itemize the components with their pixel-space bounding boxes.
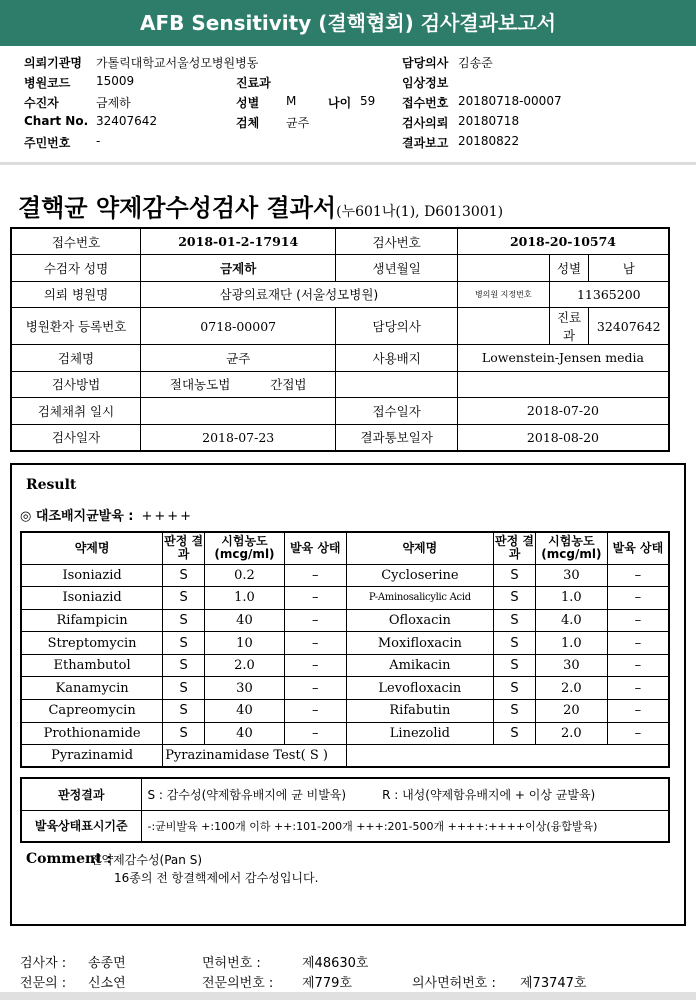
drug-name-cell: Rifampicin bbox=[21, 609, 163, 632]
conc-cell: 2.0 bbox=[205, 654, 285, 677]
legend-table bbox=[20, 777, 670, 843]
growth-cell: – bbox=[284, 654, 346, 677]
info-collect bbox=[141, 398, 336, 425]
comment-label: Comment : bbox=[26, 851, 112, 867]
judge-cell: S bbox=[163, 564, 205, 587]
info-label: 접수번호 bbox=[11, 228, 141, 255]
info-label: 결과통보일자 bbox=[336, 424, 458, 451]
table-row bbox=[21, 609, 669, 632]
conc-cell: 30 bbox=[535, 654, 607, 677]
info-method-2: 간접법 bbox=[270, 377, 307, 393]
info-received: 2018-07-20 bbox=[457, 398, 669, 425]
conc-cell: 40 bbox=[205, 700, 285, 723]
growth-cell: – bbox=[607, 632, 669, 655]
growth-cell: – bbox=[284, 700, 346, 723]
growth-cell: – bbox=[284, 587, 346, 610]
legend-judge-r: R : 내성(약제함유배지에 + 이상 균발육) bbox=[382, 787, 596, 802]
info-method-1: 절대농도법 bbox=[169, 377, 231, 393]
judge-cell: S bbox=[494, 722, 536, 745]
info-hospital: 삼광의료재단 (서울성모병원) bbox=[141, 281, 458, 308]
info-medium: Lowenstein-Jensen media bbox=[457, 345, 669, 372]
document-title-text: 결핵균 약제감수성검사 결과서 bbox=[18, 193, 337, 222]
doctor-value: 김송준 bbox=[458, 56, 493, 70]
conc-cell: 40 bbox=[205, 609, 285, 632]
growth-cell: – bbox=[607, 677, 669, 700]
judge-cell: S bbox=[163, 654, 205, 677]
growth-cell: – bbox=[607, 564, 669, 587]
hospital-label: 의뢰기관명 bbox=[24, 56, 82, 70]
receipt-label: 접수번호 bbox=[402, 96, 449, 110]
info-empty bbox=[457, 371, 669, 398]
info-doctor bbox=[457, 308, 549, 345]
patient-value: 금제하 bbox=[96, 96, 131, 110]
table-row bbox=[21, 700, 669, 723]
footer-bar bbox=[0, 992, 696, 1000]
info-label: 성별 bbox=[549, 255, 589, 282]
judge-cell: S bbox=[163, 700, 205, 723]
drug-name-cell: Ofloxacin bbox=[346, 609, 494, 632]
judge-cell: S bbox=[163, 587, 205, 610]
judge-cell: S bbox=[494, 677, 536, 700]
chart-value: 32407642 bbox=[96, 114, 158, 128]
col-judge: 판정 결과 bbox=[494, 532, 536, 564]
conc-cell: 0.2 bbox=[205, 564, 285, 587]
age-label: 나이 bbox=[328, 96, 352, 110]
pza-result-cell: Pyrazinamidase Test( S ) bbox=[163, 745, 346, 768]
document-code: (누601나(1), D6013001) bbox=[336, 204, 504, 220]
growth-cell: – bbox=[607, 700, 669, 723]
info-method bbox=[141, 371, 336, 398]
info-empty bbox=[336, 371, 458, 398]
growth-cell: – bbox=[607, 587, 669, 610]
conc-cell: 30 bbox=[205, 677, 285, 700]
growth-cell: – bbox=[284, 564, 346, 587]
drug-name-cell: Rifabutin bbox=[346, 700, 494, 723]
growth-cell: – bbox=[607, 722, 669, 745]
drug-name-cell: Cycloserine bbox=[346, 564, 494, 587]
info-receipt-no: 2018-01-2-17914 bbox=[141, 228, 336, 255]
header-divider bbox=[0, 162, 696, 165]
resident-label: 주민번호 bbox=[24, 136, 71, 150]
table-row bbox=[21, 745, 669, 768]
judge-cell: S bbox=[163, 609, 205, 632]
info-label: 병의원 지정번호 bbox=[457, 281, 549, 308]
col-growth: 발육 상태 bbox=[607, 532, 669, 564]
specimen-value: 균주 bbox=[286, 116, 310, 130]
control-label: ◎ 대조배지균발육 : bbox=[20, 509, 134, 524]
legend-growth-label: 발육상태표시기준 bbox=[21, 810, 141, 842]
comment-line-1: 전약제감수성(Pan S) bbox=[90, 853, 203, 867]
info-label: 검사방법 bbox=[11, 371, 141, 398]
info-label: 접수일자 bbox=[336, 398, 458, 425]
conc-cell: 1.0 bbox=[205, 587, 285, 610]
conc-cell: 2.0 bbox=[535, 677, 607, 700]
info-label: 검사일자 bbox=[11, 424, 141, 451]
growth-cell: – bbox=[607, 609, 669, 632]
legend-growth: -:균비발육 +:100개 이하 ++:101-200개 +++:201-500개 ++++:++++이상(융합발육) bbox=[141, 810, 669, 842]
sex-label: 성별 bbox=[236, 96, 260, 110]
judge-cell: S bbox=[494, 564, 536, 587]
chart-label: Chart No. bbox=[24, 114, 89, 128]
legend-judge-label: 판정결과 bbox=[21, 778, 141, 810]
table-row bbox=[21, 564, 669, 587]
code-label: 병원코드 bbox=[24, 76, 71, 90]
judge-cell: S bbox=[494, 654, 536, 677]
tester-value: 송종면 bbox=[88, 956, 126, 971]
dept-label: 진료과 bbox=[236, 76, 271, 90]
info-test-no: 2018-20-10574 bbox=[457, 228, 669, 255]
info-label: 검사번호 bbox=[336, 228, 458, 255]
info-label: 수검자 성명 bbox=[11, 255, 141, 282]
age-value: 59 bbox=[360, 94, 376, 108]
request-label: 검사의뢰 bbox=[402, 116, 449, 130]
col-conc: 시험농도 (mcg/ml) bbox=[205, 532, 285, 564]
table-row bbox=[21, 654, 669, 677]
table-row bbox=[21, 677, 669, 700]
conc-cell: 2.0 bbox=[535, 722, 607, 745]
info-dept: 32407642 bbox=[589, 308, 669, 345]
table-row bbox=[21, 722, 669, 745]
judge-cell: S bbox=[494, 587, 536, 610]
report-label: 결과보고 bbox=[402, 136, 449, 150]
specimen-label: 검체 bbox=[236, 116, 260, 130]
empty-cell bbox=[346, 745, 669, 768]
info-sex: 남 bbox=[589, 255, 669, 282]
code-value: 15009 bbox=[96, 74, 135, 88]
judge-cell: S bbox=[163, 632, 205, 655]
judge-cell: S bbox=[163, 722, 205, 745]
drug-name-cell: Isoniazid bbox=[21, 564, 163, 587]
info-label: 사용배지 bbox=[336, 345, 458, 372]
conc-cell: 1.0 bbox=[535, 587, 607, 610]
tester-label: 검사자 : bbox=[20, 956, 67, 971]
table-row bbox=[21, 632, 669, 655]
result-label: Result bbox=[26, 477, 77, 493]
judge-cell: S bbox=[494, 700, 536, 723]
info-birth bbox=[457, 255, 549, 282]
specialist-value: 신소연 bbox=[88, 976, 126, 991]
hospital-value: 가톨릭대학교서울성모병원병동 bbox=[96, 56, 259, 70]
growth-cell: – bbox=[284, 677, 346, 700]
report-value: 20180822 bbox=[458, 134, 520, 148]
patient-label: 수진자 bbox=[24, 96, 59, 110]
spec-no-label: 전문의번호 : bbox=[202, 976, 274, 991]
report-banner: AFB Sensitivity (결핵협회) 검사결과보고서 bbox=[0, 0, 696, 46]
drug-name-cell: Capreomycin bbox=[21, 700, 163, 723]
info-label: 담당의사 bbox=[336, 308, 458, 345]
drug-name-cell: Streptomycin bbox=[21, 632, 163, 655]
drug-name-cell: Prothionamide bbox=[21, 722, 163, 745]
legend-judge-s: S : 감수성(약제함유배지에 균 비발육) bbox=[147, 787, 347, 802]
sex-value: M bbox=[286, 94, 297, 108]
judge-cell: S bbox=[494, 632, 536, 655]
legend-judge bbox=[141, 778, 669, 810]
license-value: 제48630호 bbox=[302, 956, 369, 971]
growth-cell: – bbox=[607, 654, 669, 677]
col-judge: 판정 결과 bbox=[163, 532, 205, 564]
info-label: 진료과 bbox=[549, 308, 589, 345]
conc-cell: 30 bbox=[535, 564, 607, 587]
judge-cell: S bbox=[163, 677, 205, 700]
drug-name-cell: Amikacin bbox=[346, 654, 494, 677]
conc-cell: 20 bbox=[535, 700, 607, 723]
doc-license-label: 의사면허번호 : bbox=[412, 976, 496, 991]
receipt-value: 20180718-00007 bbox=[458, 94, 562, 108]
drug-name-cell: Linezolid bbox=[346, 722, 494, 745]
conc-cell: 40 bbox=[205, 722, 285, 745]
info-test-date: 2018-07-23 bbox=[141, 424, 336, 451]
license-label: 면허번호 : bbox=[202, 956, 261, 971]
growth-cell: – bbox=[284, 722, 346, 745]
info-label: 검체명 bbox=[11, 345, 141, 372]
conc-cell: 10 bbox=[205, 632, 285, 655]
spec-no-value: 제779호 bbox=[302, 976, 352, 991]
control-growth bbox=[20, 505, 193, 524]
drug-name-cell: Isoniazid bbox=[21, 587, 163, 610]
request-value: 20180718 bbox=[458, 114, 520, 128]
info-label: 의뢰 병원명 bbox=[11, 281, 141, 308]
col-growth: 발육 상태 bbox=[284, 532, 346, 564]
control-value: ++++ bbox=[141, 509, 194, 524]
document-title bbox=[18, 188, 503, 223]
patient-info-table bbox=[10, 227, 670, 452]
specialist-label: 전문의 : bbox=[20, 976, 67, 991]
info-notify: 2018-08-20 bbox=[457, 424, 669, 451]
info-label: 병원환자 등록번호 bbox=[11, 308, 141, 345]
drug-name-cell: Kanamycin bbox=[21, 677, 163, 700]
drug-name-cell: Levofloxacin bbox=[346, 677, 494, 700]
doctor-label: 담당의사 bbox=[402, 56, 449, 70]
doc-license-value: 제73747호 bbox=[520, 976, 587, 991]
growth-cell: – bbox=[284, 609, 346, 632]
info-label: 생년월일 bbox=[336, 255, 458, 282]
result-section bbox=[10, 463, 686, 926]
conc-cell: 4.0 bbox=[535, 609, 607, 632]
col-drug: 약제명 bbox=[346, 532, 494, 564]
col-drug: 약제명 bbox=[21, 532, 163, 564]
resident-value: - bbox=[96, 134, 101, 148]
info-specimen: 균주 bbox=[141, 345, 336, 372]
growth-cell: – bbox=[284, 632, 346, 655]
col-conc: 시험농도 (mcg/ml) bbox=[535, 532, 607, 564]
info-name: 금제하 bbox=[141, 255, 336, 282]
drug-name-cell: Moxifloxacin bbox=[346, 632, 494, 655]
info-label: 검체채취 일시 bbox=[11, 398, 141, 425]
info-designated: 11365200 bbox=[549, 281, 669, 308]
conc-cell: 1.0 bbox=[535, 632, 607, 655]
drug-name-cell: P-Aminosalicylic Acid bbox=[346, 587, 494, 610]
comment-line-2: 16종의 전 항결핵제에서 감수성입니다. bbox=[114, 871, 319, 885]
drug-name-cell: Pyrazinamid bbox=[21, 745, 163, 768]
table-row bbox=[21, 587, 669, 610]
drug-table bbox=[20, 531, 670, 768]
judge-cell: S bbox=[494, 609, 536, 632]
clinical-label: 임상정보 bbox=[402, 76, 449, 90]
drug-name-cell: Ethambutol bbox=[21, 654, 163, 677]
info-reg: 0718-00007 bbox=[141, 308, 336, 345]
